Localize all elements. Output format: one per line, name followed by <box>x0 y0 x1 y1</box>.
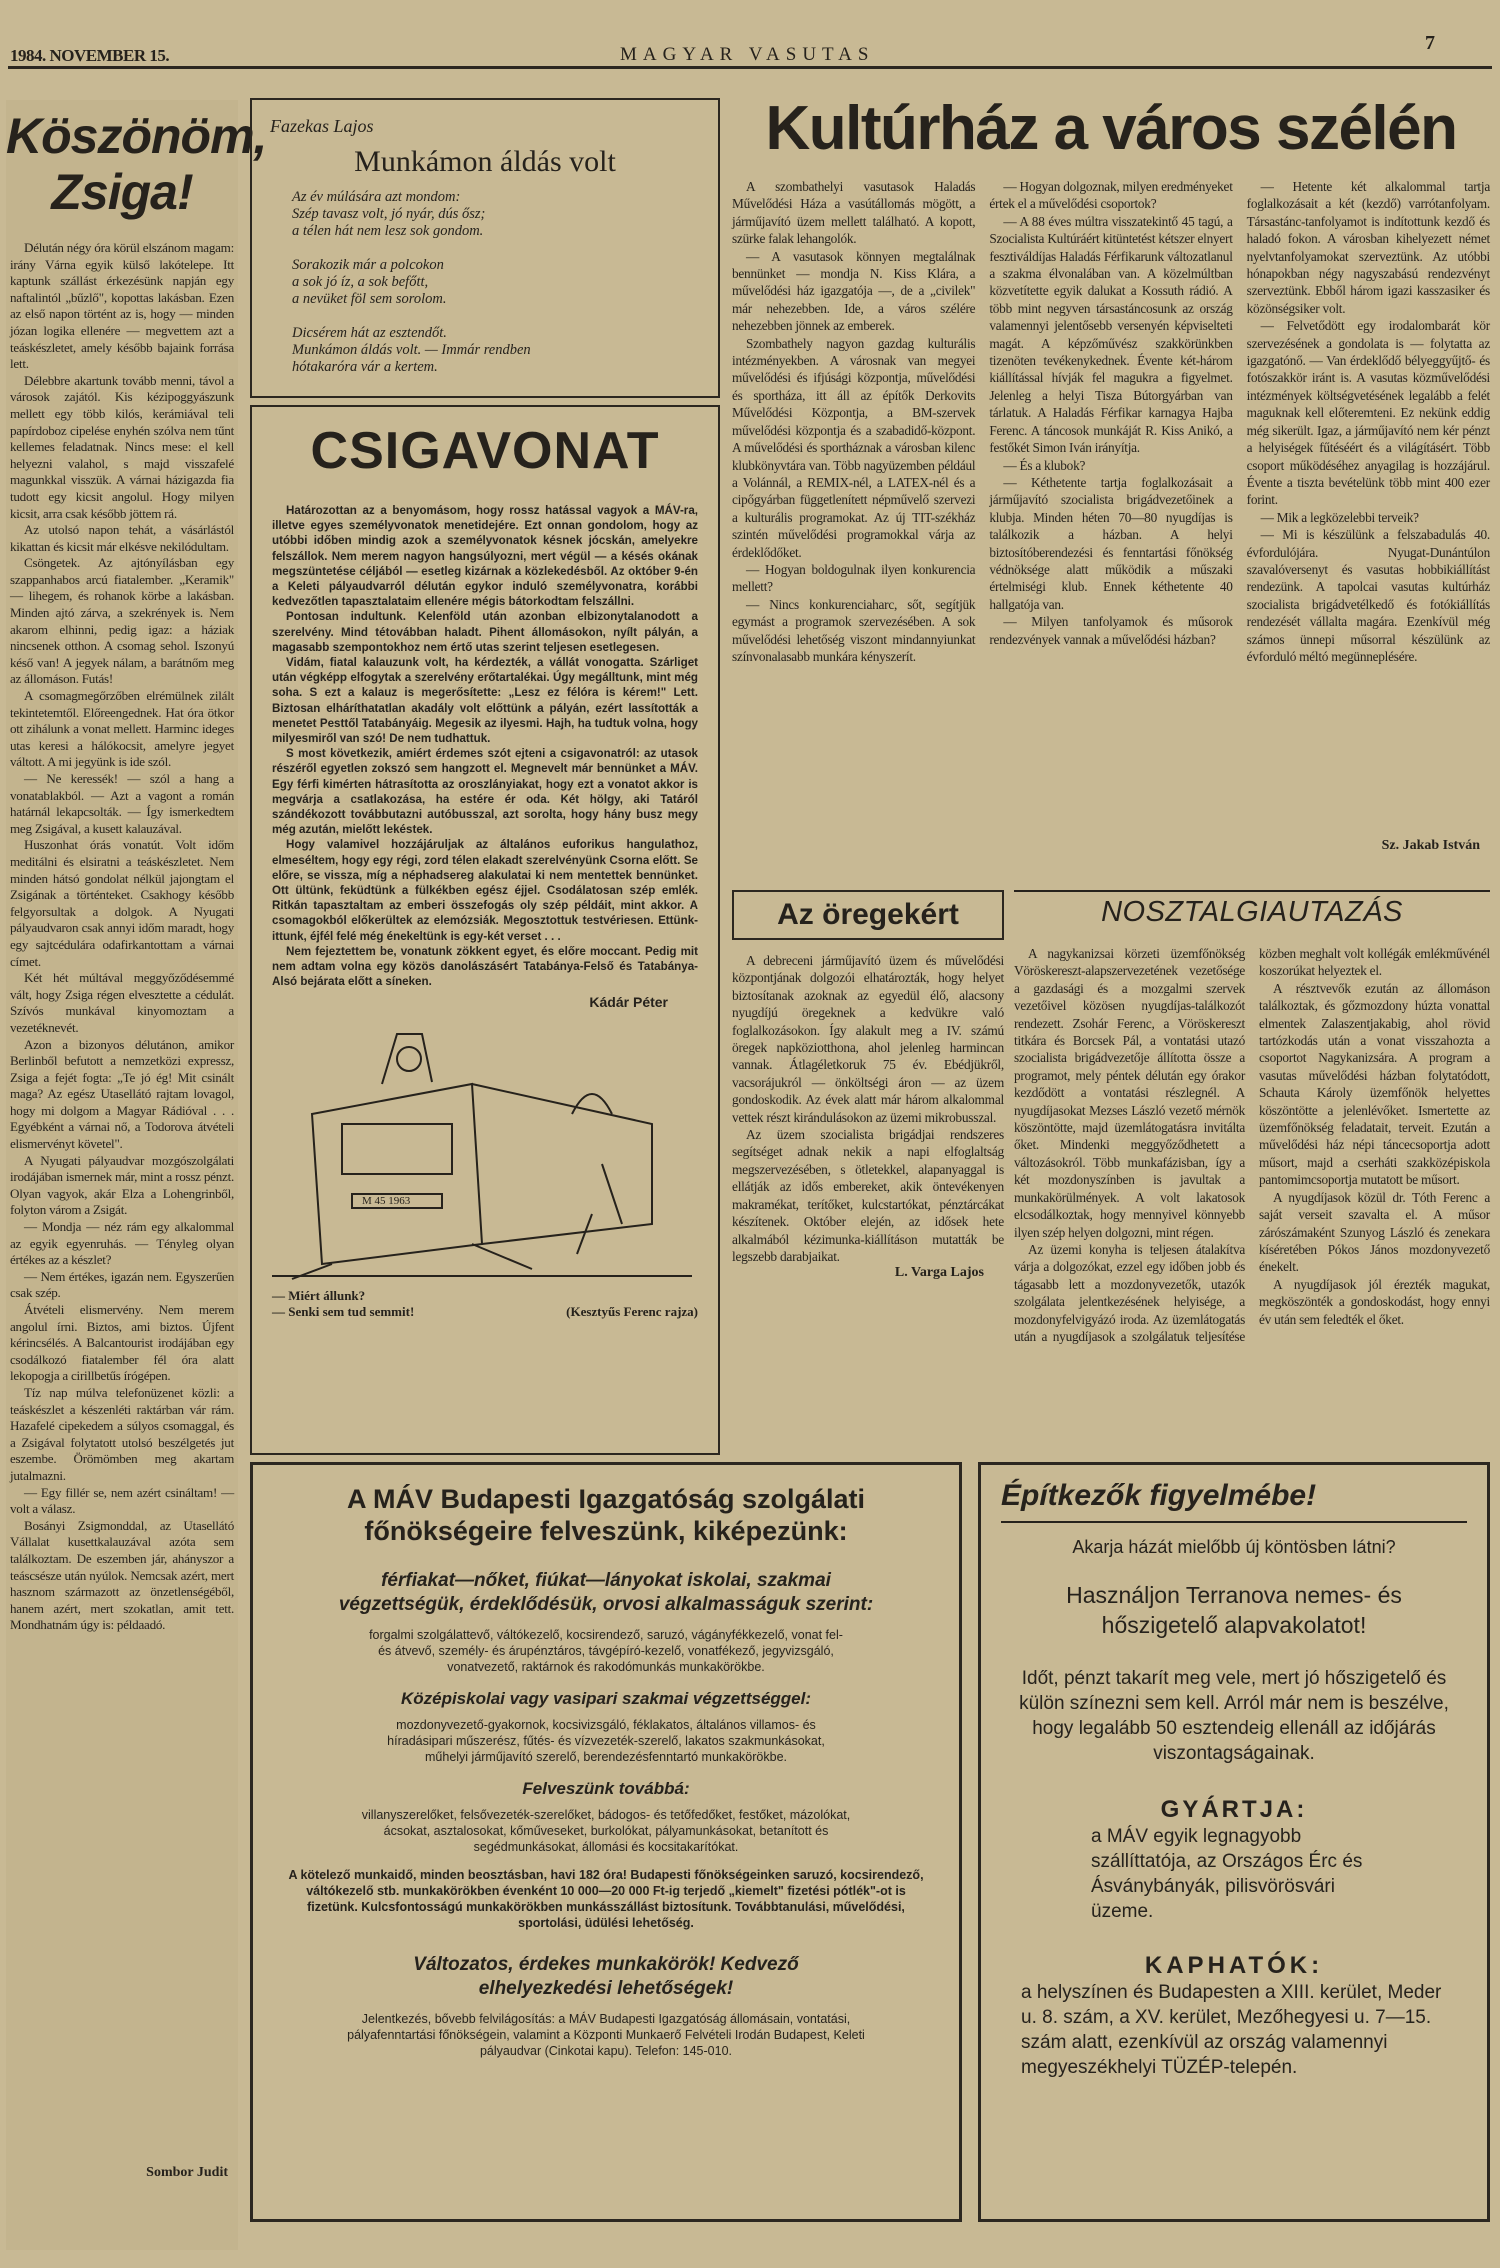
paragraph: S most következik, amiért érdemes szót ejteni a csigavonatról: az utasok részéről egyetlen zokszó sem hangzott el. Megnevelt már bennünket a MÁV. Egy férfi kimérten hátrasította az oroszlányiakat, hogy ezt a vonatot akkor is megvárja a csatlakozása, ha estére ér oda. Két hölgy, aki Tatáról szándékozott továbbutazni autóbusszal, azt sorolta, hogy hány busz megy még azután, mielőtt lekéstek. <box>272 747 698 837</box>
paragraph: Az utolsó napon tehát, a vásárlástól kikattan és kicsit már elkésve nekilódultam. <box>10 522 234 554</box>
paragraph: A debreceni járműjavító üzem és művelődési központjának dolgozói elhatározták, hogy helyet biztosítanak azoknak az egyedül élő, alacsony nyugdíjú öregeknek a kedvükre való foglalkozásokon. Így alakult meg a IV. számú öregek napköziotthona, ahol jelenleg harmincan vannak. Átlagéletkoruk 75 év. Ebédjükről, vacsorájukról — önköltségi áron — az üzem gondoskodik. Az évek alatt már három alkalommal vettek részt kirándulásokon az üzemi mikrobusszal. <box>732 953 1004 1125</box>
paragraph: Délután négy óra körül elszánom magam: irány Várna egyik külső lakótelepe. Itt kaptunk szállást érkezésünk napján egy naftalintól „bűzlő", kopottas lakásban. Ezen az első napon történt az is, hogy — minden józan logika ellenére — megvettem azt a teáskészletet, amely később bajaink forrása lett. <box>10 240 234 372</box>
paragraph: Huszonhat órás vonatút. Volt időm meditálni és elsiratni a teáskészletet. Nem minden hátsó gondolat nélkül jajongtam el Zsigának a történteket. Csakhogy később felgyorsultak a dolgok. A Nyugati pályaudvaron csak annyi időm maradt, hogy egy sajtcédulára odafirkantottam a várnai címet. <box>10 837 234 969</box>
paragraph: Tíz nap múlva telefonüzenet közli: a teáskészlet a készenléti raktárban vár rám. Hazafelé cipekedem a súlyos csomaggal, és a Zsigával folytatott utolsó beszélgetés jut eszembe. Örömömben meg akartam jutalmazni. <box>10 1384 234 1483</box>
cartoon-credit: (Kesztyűs Ferenc rajza) <box>566 1303 698 1319</box>
ad-heading-3: Felveszünk továbbá: <box>522 1779 690 1798</box>
ad-contact: Jelentkezés, bővebb felvilágosítás: a MÁV Budapesti Igazgatóság állomásain, vontatási, pályafenntartási főnökségein, valamint a Központi Munkaerő Felvételi Irodán Budapest, Keleti pályaudvar (Cinkotai kapu). Telefon: 145-010. <box>347 2012 865 2058</box>
paragraph: — Mondja — néz rám egy alkalommal az egyik egyenruhás. — Tényleg olyan értékes az a készlet? <box>10 1219 234 1268</box>
paragraph: A résztvevők ezután az állomáson találkoztak, és gőzmozdony húzta vonattal elmentek Zalaszentjakabig, ahol rövid tartózkodás után a vonat visszahozta a csoportot Nagykanizsára. A program a vasutas művelődési házban folytatódott, Schauta Károly üzemfőnök helyettes köszöntötte a jelenlévőket. Ismertette az üzemfőnökség feladatait, terveit. Ezután a művelődési ház népi táncecsoportja adott műsort, majd a cserháti szakközépiskola pantomimcsoportja mutatott be műsort. <box>1259 980 1490 1188</box>
ad-maker: a MÁV egyik legnagyobb szállíttatója, az Országos Érc és Ásványbányák, pilisvörösvári üzeme. <box>1091 1826 1363 1922</box>
poem-line: Szép tavasz volt, jó nyár, dús ősz; <box>292 206 486 222</box>
article-koszonom <box>6 100 267 2250</box>
ad-question: Akarja házát mielőbb új köntösben látni? <box>1072 1537 1396 1557</box>
article-body <box>732 178 1490 818</box>
poem-line: a nevüket föl sem sorolom. <box>292 291 447 307</box>
article-nosztalgiautazas <box>1014 890 1490 1450</box>
ad-benefit: Időt, pénzt takarít meg vele, mert jó hőszigetelő és külön színezni sem kell. Arról már nem is beszélve, hogy legalább 50 esztendeig ellenáll az időjárás viszontagságainak. <box>1019 1668 1449 1764</box>
paragraph: Átvételi elismervény. Nem merem angolul írni. Biztos, ami biztos. Újfent kérincsélés. A Balcantourist irodájában egy csodálkozó fiatalember fél óra alatt lekopogja a cirillbetűs írógépen. <box>10 1302 234 1384</box>
paragraph: Szombathely nagyon gazdag kulturális intézményekben. A városnak van megyei művelődési és ifjúsági központja, művelődési és sportháza, itt áll az építők Derkovits Művelődési Központja, a BM-szervek művelődési központja és a szabadidő-központ. A művelődési és sportháznak a városban kilenc klubkönyvtára van. Több nagyüzemben például a Volánnál, a REMIX-nél, a LATEX-nél és a cipőgyárban függetlenített népművelő szervezi a kulturális programokat. Az új TIT-székház szintén művelődési programokkal várja az érdeklődőket. <box>732 335 976 560</box>
paragraph: Nem fejeztettem be, vonatunk zökkent egyet, és előre moccant. Pedig mit nem adtam volna egy közös danolászásért Tatabánya-Felső és Tatabánya-Alsó bejárata előtt a síneken. <box>272 944 698 989</box>
article-body <box>732 952 1004 1265</box>
paragraph: — Ne keressék! — szól a hang a vonatablakból. — Azt a vagont a román határnál lekapcsolták. — Így ismerkedtem meg Zsigával, a kusett kalauzával. <box>10 771 234 836</box>
ad-terms: A kötelező munkaidő, minden beosztásban, havi 182 óra! Budapesti főnökségeinken saruzó, kocsirendező, váltókezelő stb. munkakörökben évenként 10 000—20 000 Ft-ig terjedő „kiemelt" fizetési pótlék"-ot is fizetünk. Kulcsfontosságú munkakörökben munkásszállást biztosítunk. Továbbtanulási, művelődési, sportolási, üdülési lehetőség. <box>288 1868 924 1930</box>
newspaper-title: MAGYAR VASUTAS <box>620 44 875 65</box>
paragraph: — Hogyan dolgoznak, milyen eredményeket értek el a művelődési csoportok? <box>989 179 1233 212</box>
ad-subheadline: férfiakat—nőket, fiúkat—lányokat iskolai, szakmai végzettségük, érdeklődésük, orvosi alkalmasságuk szerint: <box>338 1570 874 1615</box>
paragraph: — És a klubok? <box>1003 457 1086 473</box>
paragraph: — A 88 éves múltra visszatekintő 45 tagú, a Szocialista Kultúráért kitüntetést kétszer elnyert fesztiváldíjas Haladás Férfikarunk változatlanul a szakma élvonalában van. A közelmúltban közvetítette egyik dalukat a Kossuth rádió. A több mint negyven társastáncosunk az ország valamennyi jelentősebb versenyén képviselteti magát. A képzőművész szakkörünkben tizenöten tevékenykednek. Évente két-három kiállítással hívják fel magukra a figyelmet. Jelenleg a helyi Tisza Bútorgyárban van tárlatuk. A Haladás Férfikar karnagya Hajba Ferenc. A táncosok munkáját R. Kiss Anikó, a festőkét Simon Iván irányítja. <box>989 213 1233 456</box>
author: Sombor Judit <box>146 2165 228 2180</box>
paragraph: A nagykanizsai körzeti üzemfőnökség Vöröskereszt-alapszervezetének vezetősége a gazdasági és a mozgalmi szervek vezetőivel közösen nyugdíjas-találkozót rendezett. Zsohár Ferenc, a Vöröskereszt titkára és Borcsek Pál, a vontatási utazó szocialista brigádvezetője állította össze a programot, mely péntek délután egy órakor kezdődött a vontatási részlegnél. A nyugdíjasokat Mezses László vezető mérnök köszöntötte, majd üzemlátogatásra invitálta őket. Mindenki meggyőződhetett a változásokról. Több munkafázisban, így a két mozdonyszínben is javultak a munkakörülmények. A volt lakatosok elcsodálkoztak, hogy mennyivel könnyebb ilyen szép helyen dolgozni, mint régen. <box>1014 946 1245 1240</box>
paragraph: — Mik a legközelebbi terveik? <box>1260 509 1419 525</box>
paragraph: Csöngetek. Az ajtónyílásban egy szappanhabos arcú fiatalember. „Keramik" — lihegem, és rohanok körbe a lakásban. Minden ajtó zárva, a szekrények is. Nem akarom elhinni, pedig igaz: a háziak nincsenek otthon. A csomag sehol. Iszonyú késő van! A jegyek nálam, a barátnőm meg az állomáson. Futás! <box>10 555 234 687</box>
paragraph: — Hetente két alkalommal tartja foglalkozásait a két (kezdő) varrótanfolyam. Társastánc-tanfolyamot is indítottunk kezdő és haladó fokon. A városban kihelyezett német nyelvtanfolyamokat szerveztünk. Az utóbbi hónapokban négy nagyszabású rendezvényt szerveztünk. Ebből három igazi kasszasiker és közönségsiker volt. <box>1246 179 1490 316</box>
page-number: 7 <box>1425 32 1435 54</box>
locomotive-number: M 45 1963 <box>362 1194 411 1207</box>
poem-body <box>270 189 700 376</box>
paragraph: — Nem értékes, igazán nem. Egyszerűen csak szép. <box>10 1268 234 1301</box>
paragraph: — Milyen tanfolyamok és műsorok rendezvények vannak a művelődési házban? <box>989 614 1233 647</box>
article-title: CSIGAVONAT <box>310 422 660 480</box>
mav-recruitment-ad <box>250 1462 962 2222</box>
paragraph: Az üzemi konyha is teljesen átalakítva várja a dolgozókat, ezzel egy időben jobb és tágasabb lett a mozdonyvezetők, utazók szolgálata jelentkezésének helyisége, a mozdonyfelvigyázó iroda. Az üzemlátogatás után a nyugdíjasok a szolgálatuk teljesítése közben meghalt volt kollégák emlékművénél koszorúkat helyeztek el. <box>1014 946 1490 1344</box>
ad-slogan: Változatos, érdekes munkakörök! Kedvező elhelyezkedési lehetőségek! <box>413 1954 799 1999</box>
article-oregekert <box>732 890 1004 1450</box>
paragraph: Határozottan az a benyomásom, hogy rossz hatással vagyok a MÁV-ra, illetve egyes személyvonatok menetidejére. Ezt onnan gondolom, hogy az utóbbi időben mindig azok a személyvonatok késnek jócskán, amelyekre felszállok. Nem merem nagyon hangsúlyozni, mert végül — a késés okának megszüntetése céljából — esetleg kizárnak a közlekedésből. Az október 9-én a Keleti pályaudvarról délután egykor induló személyvonatra, korábbi kedvezőtlen tapasztalataim ellenére mégis bátorkodtam felszállni. <box>272 504 698 609</box>
issue-date: 1984. NOVEMBER 15. <box>10 46 170 65</box>
paragraph: — A vasutasok könnyen megtalálnak bennünket — mondja N. Kiss Klára, a művelődési ház igazgatója —, de a „civilek" már nehezebben. Ide, a város szélére nehezebben jönnek az emberek. <box>732 248 976 334</box>
cartoon-stalled-train <box>272 1014 692 1284</box>
poem-line: Az év múlására azt mondom: <box>292 189 461 205</box>
ad-availability: a helyszínen és Budapesten a XIII. kerület, Meder u. 8. szám, a XV. kerület, Mezőhegyesi u. 7—15. szám alatt, ezenkívül az ország valamennyi megyeszékhelyi TÜZÉP-telepén. <box>1021 1982 1442 2078</box>
poem-line: Sorakozik már a polcokon <box>292 257 444 273</box>
csigavonat-box <box>250 405 720 1455</box>
article-body <box>272 503 698 990</box>
ad-headline: Építkezők figyelmébe! <box>1001 1479 1467 1523</box>
article-title: Kultúrház a város szélén <box>765 94 1457 163</box>
poem-line <box>292 240 700 257</box>
ad-list-2: mozdonyvezető-gyakornok, kocsivizsgáló, féklakatos, általános villamos- és híradásipari műszerész, fűtés- és vízvezeték-szerelő, lakatos szakmunkásokat, műhelyi járműjavító szerelő, berendezésfenntartó munkakörökbe. <box>387 1718 825 1764</box>
avail-label: KAPHATÓK: <box>1144 1952 1324 1979</box>
article-body <box>1014 945 1490 1455</box>
paragraph: — Felvetődött egy irodalombarát kör szervezésének a gondolata is — folytatta az igazgatónő. — Van érdeklődő bélyeggyűjtő- és fotószakkör iránt is. A vasutas közművelődési intézmények költségvetésének legalább a felét maguknak kell előteremteni. Ez nekünk eddig még sikerült. Igaz, a járműjavító nem kér pénzt a helyiségek fűtéséért és a világításért. Több csoport működéséhez anyagilag is hozzájárul. Évente a tiszta bevételünk több mint 400 ezer forint. <box>1246 318 1490 508</box>
paragraph: Pontosan indultunk. Kelenföld után azonban elbizonytalanodott a szerelvény. Mind tétovábban haladt. Pihent állomásokon, nyílt pályán, a magasabb szempontokhoz nem értő utas szerint teljesen esetlegesen. <box>272 610 698 654</box>
poem-line: Dicsérem hát az esztendőt. <box>292 325 447 341</box>
paragraph: Az üzem szocialista brigádjai rendszeres segítséget adnak nekik a napi elfoglaltság megszervezésében, s ötletekkel, alapanyaggal is ellátják az idős embereket, akik öntevékenyen makramékat, terítőket, kulcstartókat, pénztárcákat készítenek. Október elején, az idősek hete alkalmából kézimunka-kiállításon mutatták be legszebb darabjaikat. <box>732 1127 1004 1264</box>
article-title <box>6 108 267 220</box>
ad-product: Használjon Terranova nemes- és hőszigetelő alapvakolatot! <box>1066 1582 1402 1638</box>
author: L. Varga Lajos <box>894 1265 984 1281</box>
paragraph: A szombathelyi vasutasok Haladás Művelődési Háza a vasútállomás mögött, a járműjavító üzem mellett található. A kopott, szürke falak lehangolók. <box>732 179 976 247</box>
maker-label: GYÁRTJA: <box>1160 1796 1308 1823</box>
paragraph: A Nyugati pályaudvar mozgószolgálati irodájában ismernek már, mint a rossz pénzt. Olyan vagyok, akár Elza a Lohengrinből, folyton várom a Zsigát. <box>10 1152 234 1218</box>
poem-line: a sok jó íz, a sok befőtt, <box>292 274 429 290</box>
paragraph: — Egy fillér se, nem azért csináltam! — volt a válasz. <box>10 1484 234 1517</box>
article-body <box>6 240 238 2165</box>
author: Sz. Jakab István <box>1381 838 1480 853</box>
ad-heading-2: Középiskolai vagy vasipari szakmai végzettséggel: <box>400 1689 812 1708</box>
poem-box <box>250 98 720 398</box>
paragraph: A nyugdíjasok jól érezték magukat, megköszönték a gondoskodást, hogy ennyi év után sem feledték el őket. <box>1259 1276 1490 1327</box>
author: Kádár Péter <box>589 993 668 1010</box>
poem-line: a télen hát nem lesz sok gondom. <box>292 223 484 239</box>
paragraph: Azon a bizonyos délutánon, amikor Berlinből befutott a nemzetközi expressz, Zsiga a fejét fogta: „Te jó ég! Mit csinált maga? Az egész Utasellátó rajtam lovagol, hogy mi dolgom a Magyar Rádióval . . . Egyébként a várnai nő, a Todorova átvételi elismervényt követel". <box>10 1036 234 1152</box>
paragraph: A csomagmegőrzőben elrémülnek zilált tekintetemtől. Előreengednek. Hat óra ötkor ott zihálunk a vonat mellett. Harminc ideges utas keresi a hálókocsit, amelyre jegyet váltott. A mi jegyünk is ide szól. <box>10 688 234 770</box>
poem-line <box>292 308 700 325</box>
poet-name: Fazekas Lajos <box>270 116 374 136</box>
poem-line: Munkámon áldás volt. — Immár rendben <box>292 342 531 358</box>
article-title: NOSZTALGIAUTAZÁS <box>1014 890 1490 933</box>
article-title: Az öregekért <box>732 890 1004 940</box>
paragraph: — Hogyan boldogulnak ilyen konkurencia mellett? <box>732 561 976 595</box>
paragraph: Vidám, fiatal kalauzunk volt, ha kérdezték, a vállát vonogatta. Szárliget után végképp elfogytak a szerelvény erőtartalékai. Úgy megálltunk, mint még soha. S ezt a kalauz is megerősítette: „Lesz ez félóra is kérem!" Lett. Biztosan elháríthatatlan akadály volt előttünk a pályán, ezért lassították a menetet Pesttől Tatabányáig. Megesik az ilyesmi. Hajh, ha tudtuk volna, hogy milyesmiről van szó! De nem tudhattuk. <box>272 656 698 746</box>
paragraph: Hogy valamivel hozzájáruljak az általános euforikus hangulathoz, elmeséltem, hogy egy régi, zord télen elakadt szerelvényünk Csorna előtt. Se előre, se vissza, míg a néphadsereg alakulatai ki nem mentettek bennünket. Ott ültünk, feküdtünk a fülkékben egész éjjel. Csodálatosan szép emlék. Ritkán tapasztaltam az emberi összefogás oly szép példáit, mint akkor. A csomagokból előkerültek az elemózsiák. Megosztottuk testvériesen. Ettünk-ittunk, éjfél felé még énekeltünk is egy-két verset . . . <box>272 838 698 943</box>
title-line-1: Köszönöm, <box>6 108 267 164</box>
paragraph: — Mi is készülünk a felszabadulás 40. évfordulójára. Nyugat-Dunántúlon szavalóversenyt és vasutas hobbikiállítást rendezünk. A tapolcai vasutas kultúrház szocialista brigádvetélkedő és fotókiállítás rendezését vállalta magára. Ezenkívül még számos ünnepi műsorral készülünk az évforduló méltó megünneplésére. <box>1246 527 1490 664</box>
poem-title: Munkámon áldás volt <box>354 145 616 178</box>
poem-line: hótakaróra vár a kertem. <box>292 359 438 375</box>
paragraph: A nyugdíjasok közül dr. Tóth Ferenc a saját verseit szavalta el. A műsor zárószámaként Szunyog László és zenekara kíséretében Pókos János mozdonyvezető énekelt. <box>1259 1189 1490 1275</box>
paragraph: Két hét múltával meggyőződésemmé vált, hogy Zsiga régen elvesztette a cédulát. Szívós munkával kinyomoztam a vezetéknevét. <box>10 970 234 1035</box>
ad-list-3: villanyszerelőket, felsővezeték-szerelőket, bádogos- és tetőfedőket, festőket, mázolókat, ácsokat, asztalosokat, kőműveseket, burkolókat, pályamunkásokat, betanított és segédmunkásokat, állomási és kocsitakarítókat. <box>361 1808 851 1854</box>
terranova-ad <box>978 1462 1490 2222</box>
ad-list-1: forgalmi szolgálattevő, váltókezelő, kocsirendező, saruzó, vágányfékkezelő, vonat fel- és átvevő, személy- és árupénztáros, távgépíró-kezelő, vonatfékező, jegyvizsgáló, vonatvezető, raktárnok és rakodómunkás munkakörökbe. <box>369 1628 843 1674</box>
caption-1: — Miért állunk? <box>272 1287 366 1303</box>
article-kulturhaz <box>732 94 1490 854</box>
paragraph: Délebbre akartunk tovább menni, távol a városok zajától. Kis kézipoggyászunk mellett egy több kilós, kerámiával teli papírdoboz cipelése enyhén szólva nem tűnt kellemes feladatnak. Nincs mese: el kell helyezni valahol, s majd visszafelé magunkkal visszük. A várnai házigazda fia tudott egy kicsit angolul. Hogy milyen kicsit, arra csak később jöttem rá. <box>10 372 234 521</box>
title-line-2: Zsiga! <box>51 164 193 220</box>
caption-2: — Senki sem tud semmit! <box>272 1303 415 1319</box>
paragraph: — Kéthetente tartja foglalkozásait a járműjavító szocialista brigádvezetőinek a klubja. Minden héten 70—80 nyugdíjas is találkozik a házban. A helyi biztosítóberendezési és fenntartási főnökség védnöksége alatt működik a műszaki értelmiségi klub. Ennek kéthetente 40 hallgatója van. <box>989 474 1233 612</box>
paragraph: — Nincs konkurenciaharc, sőt, segítjük egymást a programok szervezésében. A sok művelődési lehetőség viszont mindannyiunkat színvonalasabb munkára kényszerít. <box>732 596 976 664</box>
header-rule <box>8 66 1492 69</box>
paragraph: Bosányi Zsigmonddal, az Utasellátó Vállalat kusettkalauzával azóta sem találkoztam. De eszemben jár, ahányszor a teáscsésze után nyúlok. Nemcsak azért, mert hasznom származott az önzetlenségéből, hanem azért, mert szokatlan, amit tett. Mondhatnám úgy is: példaadó. <box>10 1517 234 1633</box>
cartoon-captions <box>272 1288 698 1320</box>
ad-headline: A MÁV Budapesti Igazgatóság szolgálati főnökségeire felveszünk, kiképezünk: <box>346 1484 866 1546</box>
